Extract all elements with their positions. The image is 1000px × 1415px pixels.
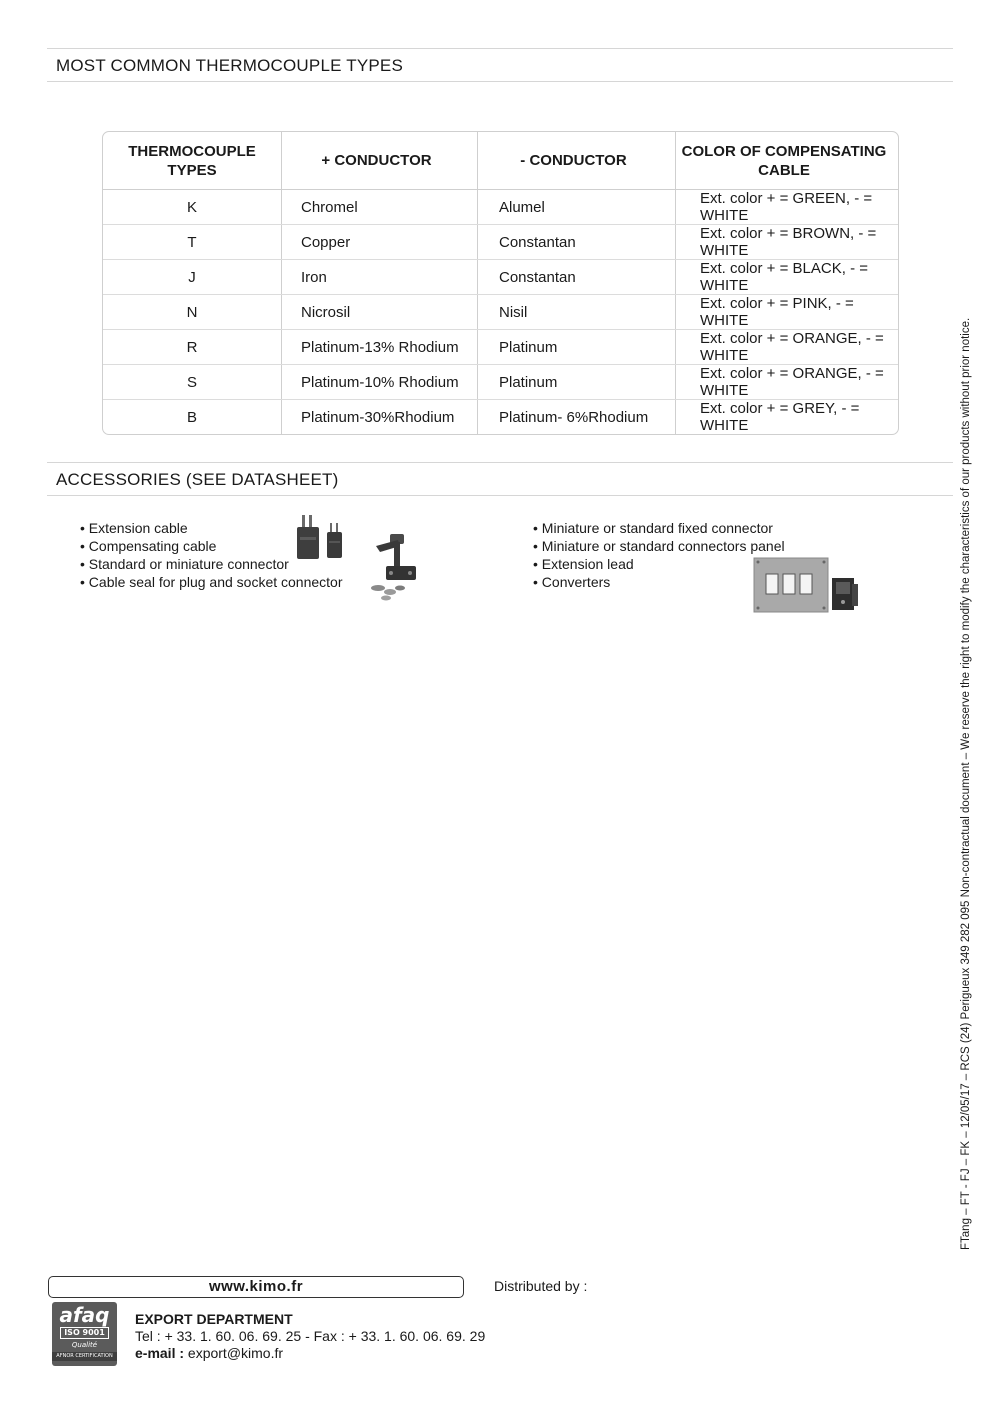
cell-type: K (103, 190, 282, 225)
phone-fax: Tel : + 33. 1. 60. 06. 69. 25 - Fax : + 33. 1. 60. 06. 69. 29 (135, 1328, 486, 1344)
cell-type: R (103, 330, 282, 365)
cell-type: T (103, 225, 282, 260)
cell-minus-conductor: Alumel (478, 190, 676, 225)
afaq-iso-logo: afaq ISO 9001 Qualité AFNOR CERTIFICATION (52, 1302, 117, 1366)
legal-notice: FTang – FT - FJ – FK – 12/05/17 – RCS (24) Perigueux 349 282 095 Non-contractual document – We reserve the right to modify the characteristics of our products without prior notice. (960, 317, 972, 1250)
accessories-list-right (533, 519, 785, 591)
thermocouple-types-table (102, 131, 899, 435)
email-line (135, 1345, 485, 1362)
list-item: • Converters (533, 573, 785, 591)
header-cable-color: COLOR OF COMPENSATING CABLE (676, 132, 899, 190)
cell-type: J (103, 260, 282, 295)
table-row (103, 260, 898, 295)
cell-plus-conductor: Iron (282, 260, 478, 295)
cell-cable-color: Ext. color + = BLACK, - = WHITE (676, 260, 899, 295)
cell-plus-conductor: Platinum-10% Rhodium (282, 365, 478, 400)
list-item: • Miniature or standard fixed connector (533, 519, 785, 537)
table-row (103, 330, 898, 365)
cell-plus-conductor: Platinum-13% Rhodium (282, 330, 478, 365)
website-link[interactable]: www.kimo.fr (48, 1276, 464, 1298)
table-header-row (103, 132, 898, 190)
table-row (103, 190, 898, 225)
export-contact (135, 1311, 485, 1362)
section-title: MOST COMMON THERMOCOUPLE TYPES (56, 56, 403, 75)
cell-minus-conductor: Nisil (478, 295, 676, 330)
table-row (103, 365, 898, 400)
cell-minus-conductor: Constantan (478, 225, 676, 260)
email-link[interactable]: export@kimo.fr (187, 1345, 284, 1361)
cell-plus-conductor: Nicrosil (282, 295, 478, 330)
cell-plus-conductor: Copper (282, 225, 478, 260)
cell-type: B (103, 400, 282, 435)
distributed-by-label: Distributed by : (494, 1278, 588, 1294)
connector-plugs-image (294, 515, 350, 561)
cell-plus-conductor: Chromel (282, 190, 478, 225)
cell-cable-color: Ext. color + = GREY, - = WHITE (700, 400, 860, 434)
list-item: • Miniature or standard connectors panel (533, 537, 785, 555)
list-item: • Extension cable (80, 519, 343, 537)
list-item: • Standard or miniature connector (80, 555, 343, 573)
cell-minus-conductor: Platinum (478, 330, 676, 365)
header-plus-conductor: + CONDUCTOR (282, 132, 478, 190)
list-item: • Cable seal for plug and socket connector (80, 573, 343, 591)
section-header-thermocouple-types (47, 48, 953, 82)
cell-cable-color: Ext. color + = GREEN, - = WHITE (676, 190, 899, 225)
section-header-accessories (47, 462, 953, 496)
table-row (103, 400, 898, 435)
cell-type: N (103, 295, 282, 330)
email-label: e-mail : (135, 1345, 185, 1361)
header-types: THERMOCOUPLE TYPES (103, 132, 282, 190)
section-title: ACCESSORIES (SEE DATASHEET) (56, 470, 339, 489)
cable-seal-image (364, 532, 422, 604)
cell-minus-conductor: Constantan (478, 260, 676, 295)
table-row (103, 225, 898, 260)
cell-cable-color: Ext. color + = PINK, - = WHITE (676, 295, 899, 330)
cell-cable-color: Ext. color + = BROWN, - = WHITE (676, 225, 899, 260)
cell-cable-color: Ext. color + = ORANGE, - = WHITE (676, 365, 899, 400)
connectors-panel-image (752, 556, 864, 614)
export-department-title: EXPORT DEPARTMENT (135, 1311, 293, 1327)
list-item: • Extension lead (533, 555, 785, 573)
header-minus-conductor: - CONDUCTOR (478, 132, 676, 190)
cell-type: S (103, 365, 282, 400)
table-row (103, 295, 898, 330)
cell-cable-color: Ext. color + = ORANGE, - = WHITE (676, 330, 899, 365)
cell-plus-conductor: Platinum-30%Rhodium (282, 400, 478, 435)
cell-minus-conductor: Platinum- 6%Rhodium (478, 400, 676, 435)
list-item: • Compensating cable (80, 537, 343, 555)
cell-minus-conductor: Platinum (478, 365, 676, 400)
